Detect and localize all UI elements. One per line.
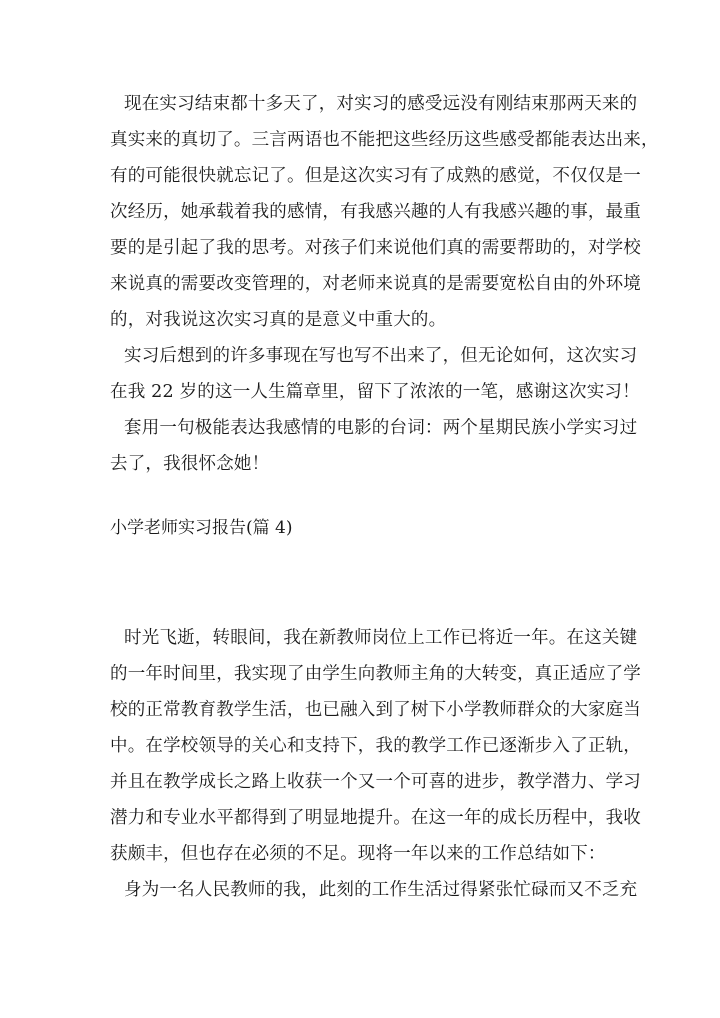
- paragraph-4-line-1: 时光飞逝，转眼间，我在新教师岗位上工作已将近一年。在这关键: [124, 628, 638, 648]
- paragraph-2-line-1: 实习后想到的许多事现在写也写不出来了，但无论如何，这次实习: [124, 346, 638, 366]
- paragraph-3-line-2: 去了，我很怀念她！: [110, 454, 270, 474]
- paragraph-1-line-6: 来说真的需要改变管理的，对老师来说真的是需要宽松自由的外环境: [110, 274, 641, 294]
- paragraph-1-line-3: 有的可能很快就忘记了。但是这次实习有了成熟的感觉，不仅仅是一: [110, 166, 641, 186]
- paragraph-2-line-2: 在我 22 岁的这一人生篇章里，留下了浓浓的一笔，感谢这次实习！: [110, 382, 640, 402]
- paragraph-1-line-5: 要的是引起了我的思考。对孩子们来说他们真的需要帮助的，对学校: [110, 238, 641, 258]
- section-heading: 小学老师实习报告(篇 4): [110, 518, 293, 538]
- paragraph-5-line-1: 身为一名人民教师的我，此刻的工作生活过得紧张忙碌而又不乏充: [124, 880, 638, 900]
- paragraph-1-line-1: 现在实习结束都十多天了，对实习的感受远没有刚结束那两天来的: [124, 94, 638, 114]
- section-2: [110, 620, 641, 908]
- paragraph-4-line-4: 中。在学校领导的关心和支持下，我的教学工作已逐渐步入了正轨，: [110, 736, 641, 756]
- paragraph-4-line-7: 获颇丰，但也存在必须的不足。现将一年以来的工作总结如下：: [110, 844, 606, 864]
- paragraph-4-line-3: 校的正常教育教学生活，也已融入到了树下小学教师群众的大家庭当: [110, 700, 641, 720]
- paragraph-1-line-2: 真实来的真切了。三言两语也不能把这些经历这些感受都能表达出来，: [110, 130, 659, 150]
- paragraph-1-line-4: 次经历，她承载着我的感情，有我感兴趣的人有我感兴趣的事，最重: [110, 202, 641, 222]
- section-1: [110, 86, 659, 482]
- paragraph-4-line-2: 的一年时间里，我实现了由学生向教师主角的大转变，真正适应了学: [110, 664, 641, 684]
- paragraph-4-line-6: 潜力和专业水平都得到了明显地提升。在这一年的成长历程中，我收: [110, 808, 641, 828]
- paragraph-1-line-7: 的，对我说这次实习真的是意义中重大的。: [110, 310, 447, 330]
- paragraph-3-line-1: 套用一句极能表达我感情的电影的台词：两个星期民族小学实习过: [124, 418, 638, 438]
- paragraph-4-line-5: 并且在教学成长之路上收获一个又一个可喜的进步，教学潜力、学习: [110, 772, 641, 792]
